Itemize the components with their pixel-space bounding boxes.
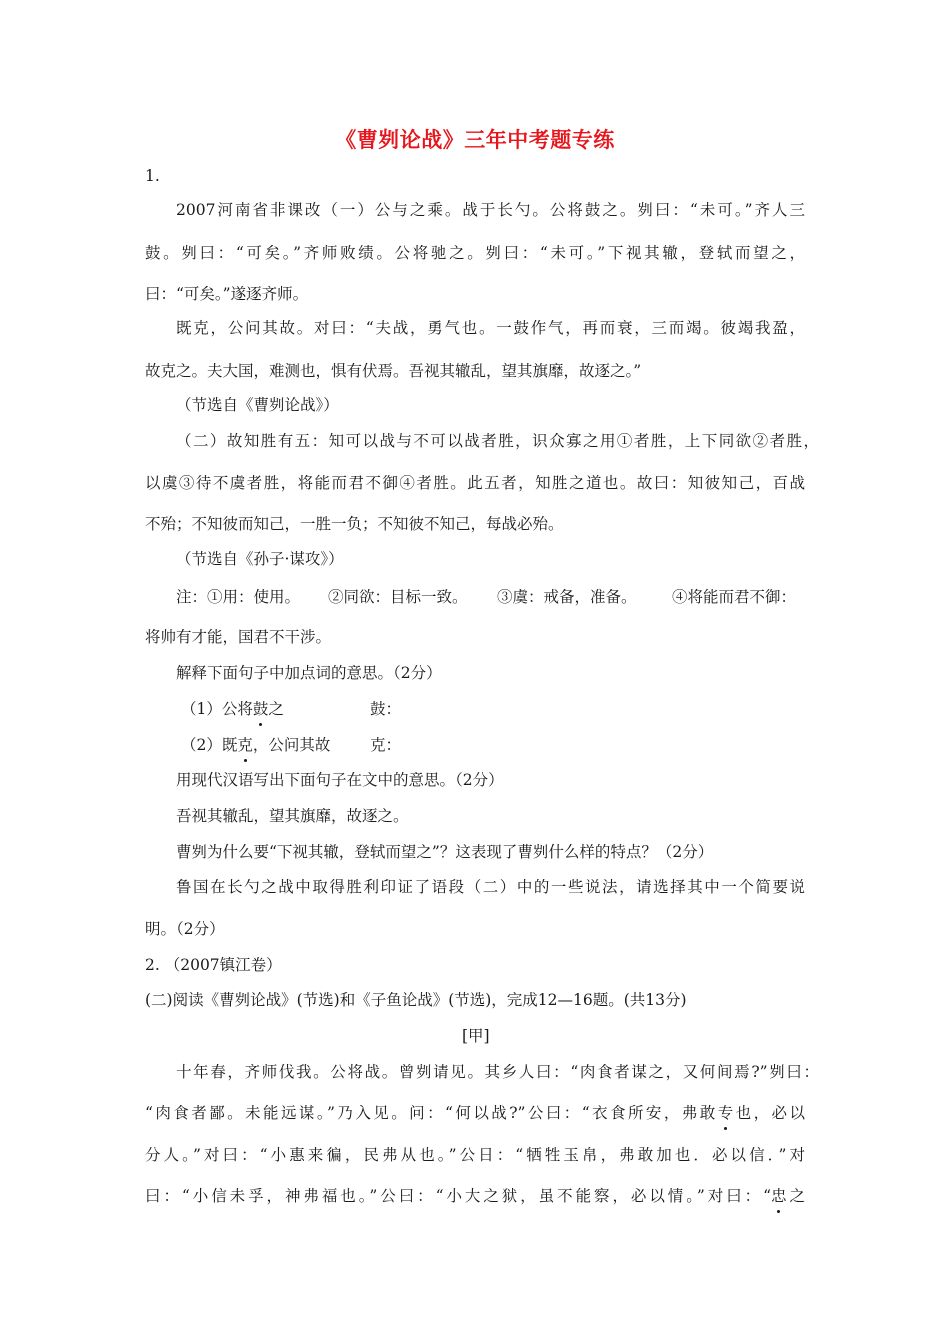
passage-text: 之 — [786, 1187, 805, 1205]
source-note: （节选自《曹刿论战》） — [176, 396, 339, 414]
annotation-note: ③虞：戒备，准备。 — [497, 588, 637, 606]
sub-question-text: （2）既 — [181, 736, 238, 754]
document-title: 《曹刿论战》三年中考题专练 — [335, 127, 615, 152]
question-1-number: 1. — [145, 167, 160, 185]
q2-passage-line — [145, 1103, 805, 1123]
passage-text: 曰：“小信未孚，神弗福也。”公曰：“小大之狱，虽不能察，必以情。”对曰：“ — [145, 1187, 772, 1205]
task-instruction: 鲁国在长勺之战中取得胜利印证了语段（二）中的一些说法，请选择其中一个简要说 — [176, 878, 805, 896]
sub-question-text: ，公问其故 — [252, 736, 331, 754]
question-2-number: 2. （2007镇江卷） — [145, 956, 282, 974]
task-instruction: 曹刿为什么要“下视其辙，登轼而望之”？这表现了曹刿什么样的特点？（2分） — [176, 843, 714, 861]
passage-text: 也，必以 — [733, 1104, 805, 1122]
task-sentence: 吾视其辙乱，望其旗靡，故逐之。 — [176, 807, 409, 825]
annotation-note: 注：①用：使用。 — [176, 588, 301, 606]
annotation-note: ④将能而君不御： — [672, 588, 797, 606]
dotted-word: 忠 — [771, 1187, 787, 1205]
dotted-word: 克 — [237, 736, 253, 754]
task-instruction: 用现代汉语写出下面句子在文中的意思。（2分） — [176, 771, 504, 789]
dotted-word: 专 — [717, 1104, 734, 1122]
q1-passage-line: 不殆；不知彼而知己，一胜一负；不知彼不知己，每战必殆。 — [145, 515, 564, 533]
q1-passage-line: （二）故知胜有五：知可以战与不可以战者胜，识众寡之用①者胜，上下同欲②者胜， — [176, 432, 819, 450]
source-note: （节选自《孙子·谋攻》） — [176, 550, 344, 568]
q2-intro: (二)阅读《曹刿论战》(节选)和《子鱼论战》(节选)，完成12—16题。(共13分) — [145, 991, 687, 1009]
q1-passage-line: 2007河南省非课改（一）公与之乘。战于长勺。公将鼓之。刿曰：“未可。”齐人三 — [176, 201, 805, 219]
annotation-note: 将帅有才能，国君不干涉。 — [145, 628, 332, 646]
sub-question — [181, 735, 330, 755]
q1-passage-line: 曰：“可矣。”遂逐齐师。 — [145, 285, 309, 303]
q1-passage-line: 既克，公问其故。对曰：“夫战，勇气也。一鼓作气，再而衰，三而竭。彼竭我盈， — [176, 319, 805, 337]
dotted-word: 鼓 — [252, 700, 269, 718]
sub-question-text: 之 — [268, 700, 284, 718]
sub-question — [181, 699, 284, 719]
task-instruction: 明。（2分） — [145, 920, 225, 938]
annotation-note: ②同欲：目标一致。 — [328, 588, 468, 606]
q1-passage-line: 故克之。夫大国，难测也，惧有伏焉。吾视其辙乱，望其旗靡，故逐之。” — [145, 362, 642, 380]
answer-label: 鼓： — [370, 700, 402, 718]
passage-label: [甲] — [462, 1027, 490, 1045]
q1-passage-line: 鼓。刿曰：“可矣。”齐师败绩。公将驰之。刿曰：“未可。”下视其辙，登轼而望之， — [145, 244, 805, 262]
sub-question-text: （1）公将 — [181, 700, 253, 718]
q2-passage-line: 十年春，齐师伐我。公将战。曾刿请见。其乡人曰：“肉食者谋之，又何间焉?”刿曰： — [176, 1063, 819, 1081]
q2-passage-line: 分人。”对曰：“小惠来徧，民弗从也。”公日：“牺牲玉帛，弗敢加也．必以信．”对 — [145, 1146, 805, 1164]
q1-passage-line: 以虞③待不虞者胜，将能而君不御④者胜。此五者，知胜之道也。故曰：知彼知己，百战 — [145, 474, 805, 492]
passage-text: “肉食者鄙。未能远谋。”乃入见。问：“何以战?”公曰：“衣食所安，弗敢 — [145, 1104, 718, 1122]
answer-label: 克： — [370, 736, 402, 754]
q2-passage-line — [145, 1186, 805, 1206]
task-instruction: 解释下面句子中加点词的意思。（2分） — [176, 664, 442, 682]
